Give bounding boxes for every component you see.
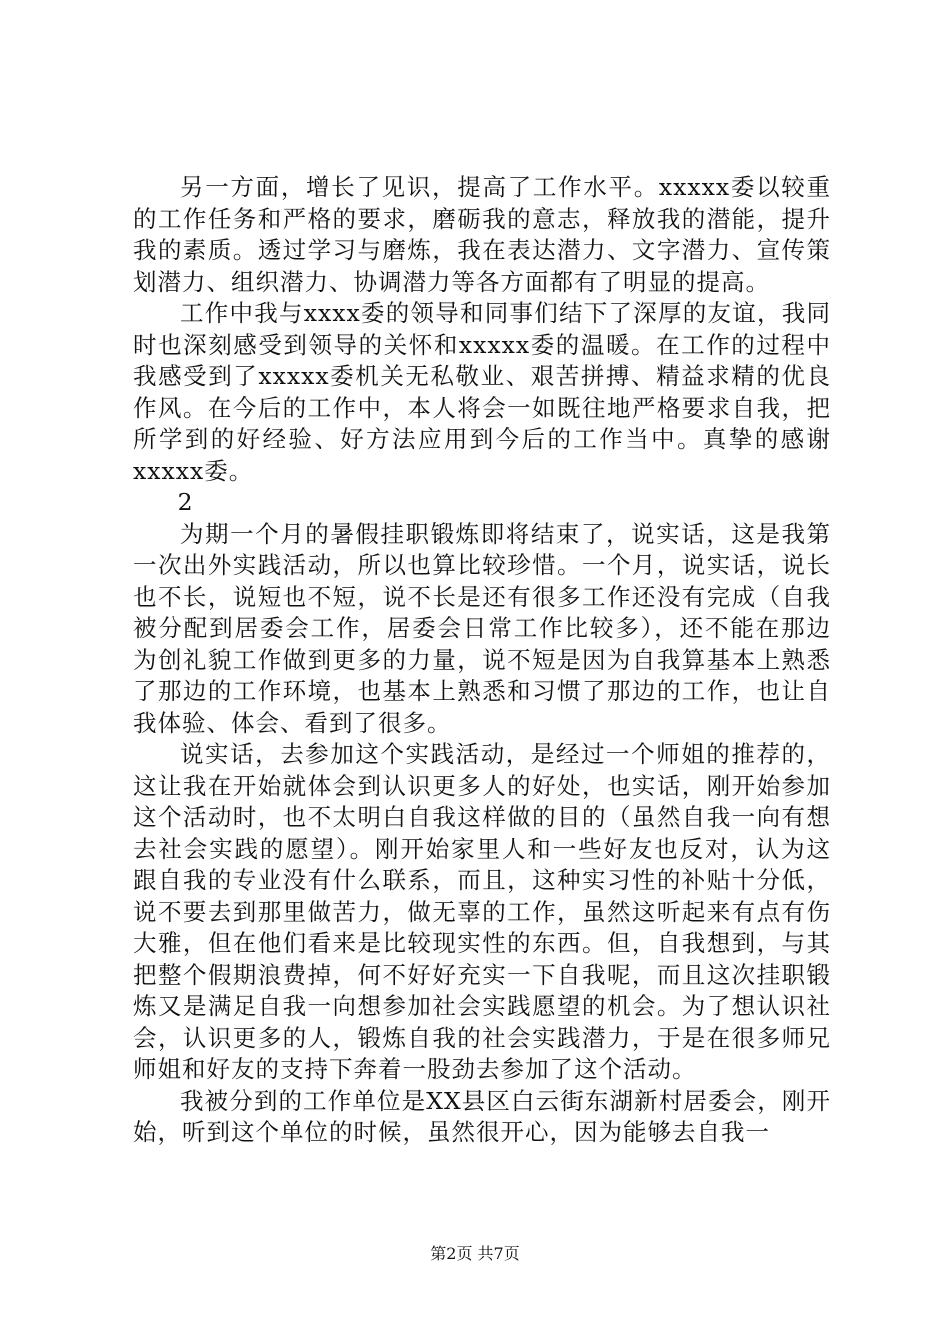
paragraph-2: 工作中我与xxxx委的领导和同事们结下了深厚的友谊，我同时也深刻感受到领导的关怀和xxxxx委的温暖。在工作的过程中我感受到了xxxxx委机关无私敬业、艰苦拼搏、精益求精的优良作风。在今后的工作中，本人将会一如既往地严格要求自我，把所学到的好经验、好方法应用到今后的工作当中。真挚的感谢xxxxx委。 (133, 299, 831, 485)
section-number: 2 (177, 488, 194, 516)
paragraph-3: 为期一个月的暑假挂职锻炼即将结束了，说实话，这是我第一次出外实践活动，所以也算比较珍惜。一个月，说实话，说长也不长，说短也不短，说不长是还有很多工作还没有完成（自我被分配到居委会工作，居委会日常工作比较多），还不能在那边为创礼貌工作做到更多的力量，说不短是因为自我算基本上熟悉了那边的工作环境，也基本上熟悉和习惯了那边的工作，也让自我体验、体会、看到了很多。 (133, 519, 831, 737)
paragraph-4: 说实话，去参加这个实践活动，是经过一个师姐的推荐的，这让我在开始就体会到认识更多人的好处，也实话，刚开始参加这个活动时，也不太明白自我这样做的目的（虽然自我一向有想去社会实践的愿望）。刚开始家里人和一些好友也反对，认为这跟自我的专业没有什么联系，而且，这种实习性的补贴十分低，说不要去到那里做苦力，做无辜的工作，虽然这听起来有点有伤大雅，但在他们看来是比较现实性的东西。但，自我想到，与其把整个假期浪费掉，何不好好充实一下自我呢，而且这次挂职锻炼又是满足自我一向想参加社会实践愿望的机会。为了想认识社会，认识更多的人，锻炼自我的社会实践潜力，于是在很多师兄师姐和好友的支持下奔着一股劲去参加了这个活动。 (133, 740, 831, 1083)
paragraph-5: 我被分到的工作单位是XX县区白云街东湖新村居委会，刚开始，听到这个单位的时候，虽然很开心，因为能够去自我一 (133, 1086, 831, 1146)
document-body (133, 172, 831, 1149)
paragraph-1: 另一方面，增长了见识，提高了工作水平。xxxxx委以较重的工作任务和严格的要求，磨砺我的意志，释放我的潜能，提升我的素质。透过学习与磨炼，我在表达潜力、文字潜力、宣传策划潜力、组织潜力、协调潜力等各方面都有了明显的提高。 (133, 173, 831, 296)
page-footer: 第2页 共7页 (430, 1244, 520, 1263)
